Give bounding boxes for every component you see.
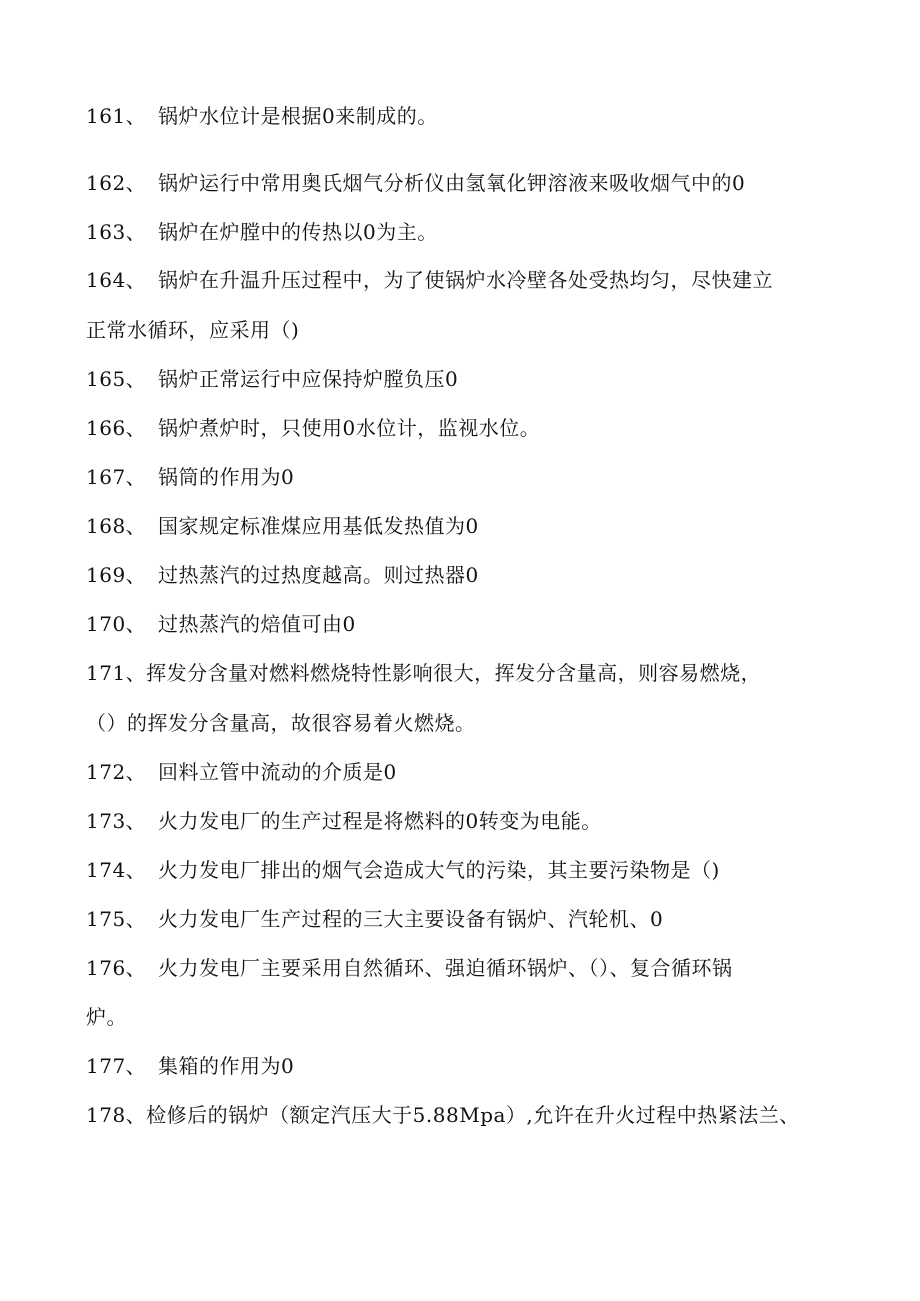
- question-number: 177、: [86, 1054, 147, 1078]
- question-171-continuation: （）的挥发分含量高，故很容易着火燃烧。: [86, 711, 476, 735]
- question-number: 170、: [86, 612, 147, 636]
- question-number: 174、: [86, 858, 147, 882]
- question-176-continuation: 炉。: [86, 1005, 127, 1029]
- question-number: 162、: [86, 171, 147, 195]
- question-169: [86, 563, 479, 587]
- question-number: 172、: [86, 760, 147, 784]
- question-text: 集箱的作用为0: [158, 1054, 295, 1078]
- question-text: 火力发电厂生产过程的三大主要设备有锅炉、汽轮机、0: [158, 907, 664, 931]
- question-166: [86, 416, 540, 440]
- question-177: [86, 1054, 294, 1078]
- question-161: [86, 104, 438, 128]
- question-number: 173、: [86, 809, 147, 833]
- question-162: [86, 171, 745, 195]
- question-text: 国家规定标准煤应用基低发热值为0: [158, 514, 479, 538]
- question-text: 锅筒的作用为0: [158, 465, 295, 489]
- question-171: [86, 661, 761, 685]
- question-173: [86, 809, 602, 833]
- question-text: 过热蒸汽的过热度越高。则过热器0: [158, 563, 479, 587]
- question-174: [86, 858, 720, 882]
- question-text: 锅炉正常运行中应保持炉膛负压0: [158, 367, 459, 391]
- question-number: 178、: [86, 1103, 147, 1127]
- question-165: [86, 367, 458, 391]
- question-167: [86, 465, 294, 489]
- question-text: 锅炉在升温升压过程中，为了使锅炉水冷壁各处受热均匀，尽快建立: [158, 268, 773, 292]
- question-number: 175、: [86, 907, 147, 931]
- question-text: 锅炉水位计是根据0来制成的。: [158, 104, 438, 128]
- question-164: [86, 268, 773, 292]
- question-number: 164、: [86, 268, 147, 292]
- question-176: [86, 956, 733, 980]
- question-number: 167、: [86, 465, 147, 489]
- question-172: [86, 760, 397, 784]
- question-text: 锅炉煮炉时，只使用0水位计，监视水位。: [158, 416, 541, 440]
- question-163: [86, 220, 438, 244]
- question-text: 挥发分含量对燃料燃烧特性影响很大，挥发分含量高，则容易燃烧，: [146, 661, 762, 685]
- question-175: [86, 907, 663, 931]
- question-text: 火力发电厂的生产过程是将燃料的0转变为电能。: [158, 809, 602, 833]
- question-text: 检修后的锅炉（额定汽压大于5.88Mpa）,允许在升火过程中热紧法兰、: [146, 1103, 800, 1127]
- question-number: 168、: [86, 514, 147, 538]
- question-168: [86, 514, 479, 538]
- question-164-continuation: 正常水循环，应采用（): [86, 318, 300, 342]
- question-number: 176、: [86, 956, 147, 980]
- question-text: 过热蒸汽的焙值可由0: [158, 612, 356, 636]
- question-text: 火力发电厂主要采用自然循环、强迫循环锅炉、（）、复合循环锅: [158, 956, 733, 980]
- question-number: 165、: [86, 367, 147, 391]
- question-number: 163、: [86, 220, 147, 244]
- question-text: 锅炉在炉膛中的传热以0为主。: [158, 220, 438, 244]
- question-number: 161、: [86, 104, 147, 128]
- question-178: [86, 1103, 800, 1127]
- question-text: 火力发电厂排出的烟气会造成大气的污染，其主要污染物是（): [158, 858, 720, 882]
- question-number: 169、: [86, 563, 147, 587]
- question-number: 166、: [86, 416, 147, 440]
- question-text: 回料立管中流动的介质是0: [158, 760, 397, 784]
- question-text: 锅炉运行中常用奥氏烟气分析仪由氢氧化钾溶液来吸收烟气中的0: [158, 171, 746, 195]
- question-number: 171、: [86, 661, 147, 685]
- question-170: [86, 612, 356, 636]
